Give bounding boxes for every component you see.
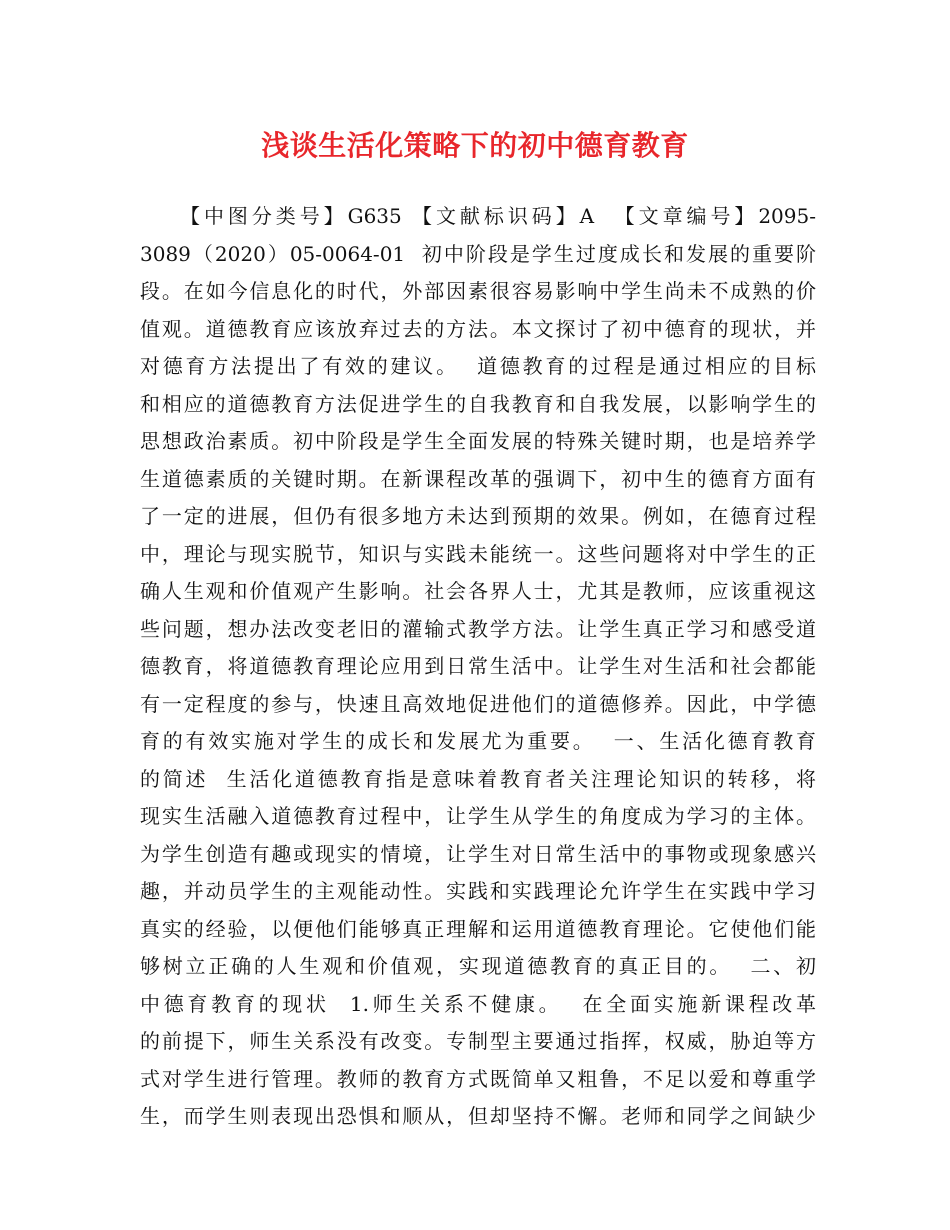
body-line: 德教育，将道德教育理论应用到日常生活中。让学生对生活和社会都能 [140, 654, 816, 678]
body-line: 真实的经验，以便他们能够真正理解和运用道德教育理论。它使他们能 [140, 916, 816, 941]
body-line: 值观。道德教育应该放弃过去的方法。本文探讨了初中德育的现状，并 [140, 316, 816, 341]
body-line: 3089（2020）05-0064-01 初中阶段是学生过度成长和发展的重要阶 [140, 241, 816, 266]
body-line: 生，而学生则表现出恐惧和顺从，但却坚持不懈。老师和同学之间缺少 [140, 1104, 816, 1128]
body-line: 式对学生进行管理。教师的教育方式既简单又粗鲁，不足以爱和尊重学 [140, 1066, 816, 1091]
body-line: 趣，并动员学生的主观能动性。实践和实践理论允许学生在实践中学习 [140, 879, 816, 903]
body-line: 的简述 生活化道德教育指是意味着教育者关注理论知识的转移，将 [140, 766, 816, 791]
body-line: 些问题，想办法改变老旧的灌输式教学方法。让学生真正学习和感受道 [140, 616, 816, 641]
body-line: 段。在如今信息化的时代，外部因素很容易影响中学生尚未不成熟的价 [140, 279, 816, 303]
body-line: 中德育教育的现状 1.师生关系不健康。 在全面实施新课程改革 [140, 991, 816, 1016]
body-line: 对德育方法提出了有效的建议。 道德教育的过程是通过相应的目标 [140, 354, 816, 378]
body-line: 中，理论与现实脱节，知识与实践未能统一。这些问题将对中学生的正 [140, 541, 816, 566]
body-line: 生道德素质的关键时期。在新课程改革的强调下，初中生的德育方面有 [140, 466, 816, 491]
document-title: 浅谈生活化策略下的初中德育教育 [261, 129, 689, 162]
body-line: 和相应的道德教育方法促进学生的自我教育和自我发展，以影响学生的 [140, 391, 816, 416]
body-line: 够树立正确的人生观和价值观，实现道德教育的真正目的。 二、初 [140, 954, 816, 978]
body-line: 为学生创造有趣或现实的情境，让学生对日常生活中的事物或现象感兴 [140, 841, 816, 866]
body-line: 思想政治素质。初中阶段是学生全面发展的特殊关键时期，也是培养学 [140, 429, 816, 453]
document-body [140, 198, 816, 1136]
body-line: 【中图分类号】G635 【文献标识码】A 【文章编号】2095- [180, 204, 816, 228]
body-line: 现实生活融入道德教育过程中，让学生从学生的角度成为学习的主体。 [140, 804, 816, 828]
body-line: 确人生观和价值观产生影响。社会各界人士，尤其是教师，应该重视这 [140, 579, 816, 603]
body-line: 育的有效实施对学生的成长和发展尤为重要。 一、生活化德育教育 [140, 729, 816, 753]
body-line: 了一定的进展，但仍有很多地方未达到预期的效果。例如，在德育过程 [140, 504, 816, 528]
body-line: 有一定程度的参与，快速且高效地促进他们的道德修养。因此，中学德 [140, 691, 816, 716]
body-line: 的前提下，师生关系没有改变。专制型主要通过指挥，权威，胁迫等方 [140, 1029, 816, 1053]
